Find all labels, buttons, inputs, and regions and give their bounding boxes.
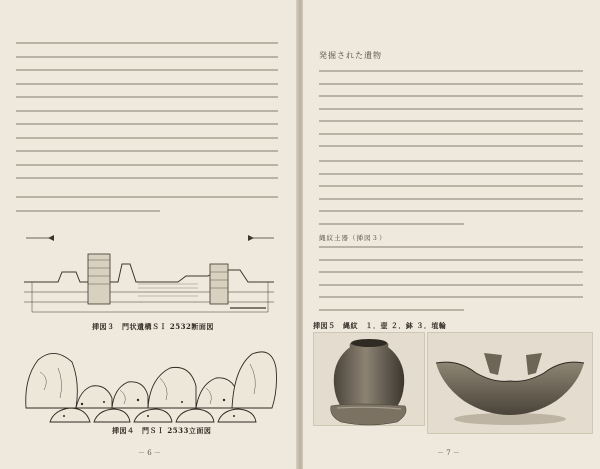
text-line	[319, 198, 583, 200]
text-line	[319, 70, 583, 72]
text-line	[319, 223, 464, 225]
text-line	[16, 83, 278, 85]
figure3-caption: 挿図３ 門状遺構ＳＩ 2532断面図	[92, 322, 214, 331]
text-line	[319, 160, 583, 162]
text-line	[319, 271, 583, 273]
figure4-caption: 挿図４ 門ＳＩ 2533立面図	[112, 426, 212, 435]
stone-wall-elevation	[20, 338, 282, 424]
text-line	[319, 259, 583, 261]
text-line	[16, 123, 278, 125]
section-heading: 発掘された遺物	[319, 51, 382, 60]
text-line	[16, 196, 278, 198]
text-line	[319, 120, 583, 122]
text-line	[319, 133, 583, 135]
text-line	[319, 309, 464, 311]
text-line	[16, 69, 278, 71]
left-page	[0, 0, 297, 469]
text-line	[319, 185, 583, 187]
text-line	[319, 296, 583, 298]
photo-bowl-fragment	[313, 392, 423, 432]
text-line	[16, 150, 278, 152]
text-line	[319, 145, 583, 147]
text-line	[319, 108, 583, 110]
text-line	[16, 210, 160, 212]
text-line	[16, 96, 278, 98]
text-line	[16, 164, 278, 166]
text-line	[319, 246, 583, 248]
text-line	[16, 137, 278, 139]
page-number-right: － 7 －	[437, 449, 460, 457]
right-page	[303, 0, 600, 469]
text-line	[319, 210, 583, 212]
text-line	[16, 56, 278, 58]
photo-haniwa-vessel	[427, 332, 593, 434]
text-line	[319, 95, 583, 97]
text-line	[16, 110, 278, 112]
text-line	[319, 173, 583, 175]
subheading: 縄紋土器（挿図３）	[319, 234, 387, 242]
page-number-left: － 6 －	[138, 449, 161, 457]
plate-caption: 挿図５ 縄紋 １．壺 ２．鉢 ３．埴輪	[313, 321, 447, 330]
text-line	[16, 42, 278, 44]
text-line	[319, 284, 583, 286]
text-line	[16, 177, 278, 179]
text-line	[319, 83, 583, 85]
cross-section-drawing	[18, 224, 280, 320]
